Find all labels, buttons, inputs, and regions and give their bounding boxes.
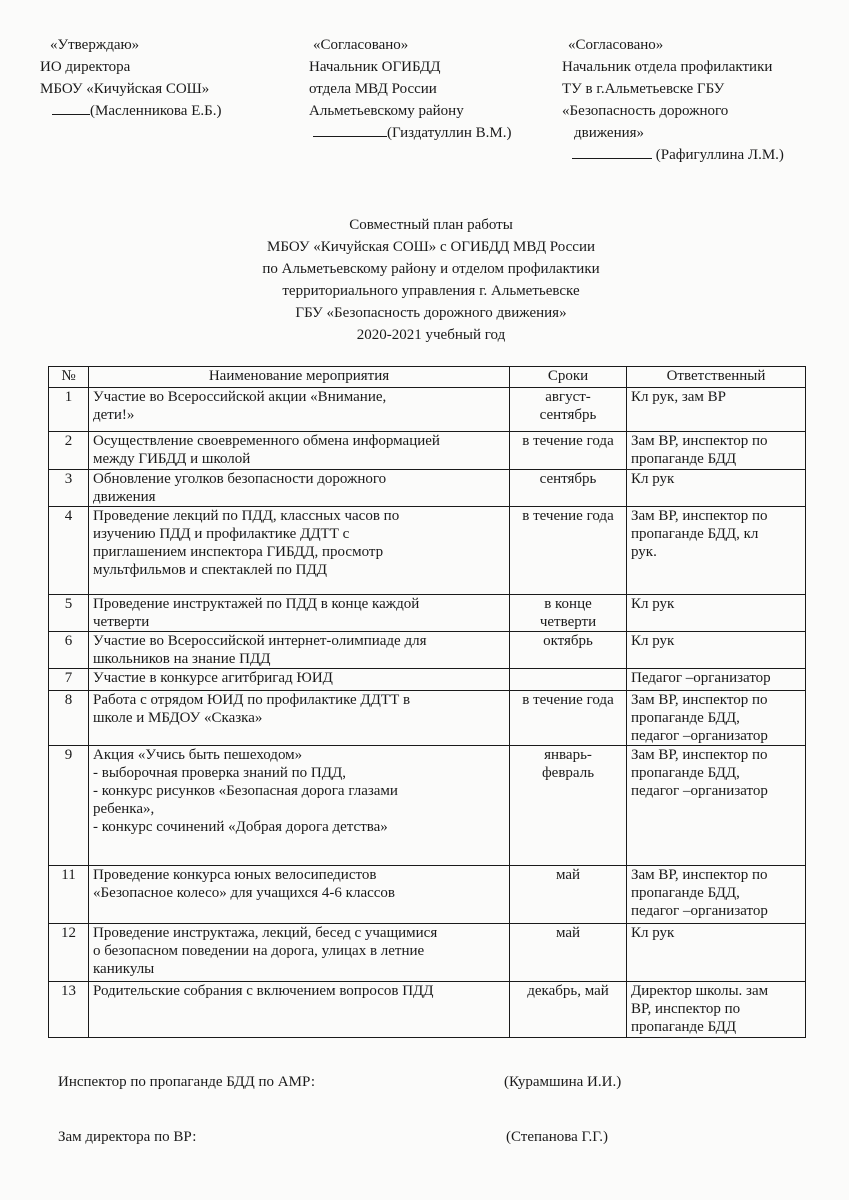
title-line: 2020-2021 учебный год: [356, 327, 506, 343]
activity-cell-line: о безопасном поведении на дорога, улицах в летние: [93, 943, 425, 959]
dates-cell: [510, 632, 627, 669]
responsible-cell-line: педагог –организатор: [631, 903, 768, 919]
table-row: [49, 866, 806, 924]
table-row: [49, 432, 806, 470]
responsible-cell-line: Педагог –организатор: [631, 670, 771, 686]
activity-cell-line: дети!»: [93, 407, 135, 423]
table-row: [49, 507, 806, 595]
dates-cell-line: май: [555, 925, 581, 941]
activity-cell-line: «Безопасное колесо» для учащихся 4-6 классов: [93, 885, 395, 901]
responsible-cell: [627, 669, 806, 691]
title-line: ГБУ «Безопасность дорожного движения»: [295, 305, 567, 321]
activity-cell: [89, 866, 510, 924]
col-header-dates: Сроки: [510, 367, 627, 388]
responsible-cell-line: рук.: [631, 544, 657, 560]
dates-cell-line: четверти: [539, 614, 597, 630]
row-number: 2: [49, 432, 89, 470]
approval-heading: «Согласовано»: [568, 37, 664, 53]
activity-cell: [89, 632, 510, 669]
approval-position: Начальник отдела профилактики: [562, 59, 773, 75]
activity-cell: [89, 470, 510, 507]
table-row: [49, 691, 806, 746]
table-row: [49, 669, 806, 691]
footer-signer: (Степанова Г.Г.): [506, 1129, 608, 1145]
approval-department: ТУ в г.Альметьевске ГБУ: [562, 81, 725, 97]
signature-line: [572, 144, 652, 159]
row-number: 3: [49, 470, 89, 507]
row-number: 11: [49, 866, 89, 924]
activity-cell-line: Работа с отрядом ЮИД по профилактике ДДТТ в: [93, 692, 411, 708]
row-number: 9: [49, 746, 89, 866]
activity-cell-line: Родительские собрания с включением вопросов ПДД: [93, 983, 434, 999]
dates-cell-line: сентябрь: [539, 471, 597, 487]
dates-cell: [510, 669, 627, 691]
table-row: [49, 595, 806, 632]
activity-cell-line: Участие в конкурсе агитбригад ЮИД: [93, 670, 333, 686]
dates-cell: [510, 432, 627, 470]
document-title: [0, 214, 849, 346]
table-row: [49, 746, 806, 866]
responsible-cell-line: Кл рук: [631, 471, 675, 487]
responsible-cell: [627, 746, 806, 866]
responsible-cell: [627, 388, 806, 432]
responsible-cell-line: Зам ВР, инспектор по: [631, 692, 768, 708]
activity-cell-line: школьников на знание ПДД: [93, 651, 271, 667]
dates-cell: [510, 507, 627, 595]
responsible-cell: [627, 691, 806, 746]
responsible-cell: [627, 507, 806, 595]
approval-organization-cont: движения»: [574, 125, 645, 141]
row-number: 7: [49, 669, 89, 691]
responsible-cell-line: Зам ВР, инспектор по: [631, 867, 768, 883]
activity-cell: [89, 924, 510, 982]
activity-cell-line: Проведение лекций по ПДД, классных часов по: [93, 508, 400, 524]
responsible-cell: [627, 632, 806, 669]
signature-line: [313, 122, 387, 137]
row-number: 1: [49, 388, 89, 432]
dates-cell-line: август-: [545, 389, 591, 405]
row-number: 5: [49, 595, 89, 632]
responsible-cell-line: пропаганде БДД,: [631, 885, 740, 901]
row-number: 8: [49, 691, 89, 746]
responsible-cell-line: ВР, инспектор по: [631, 1001, 741, 1017]
approval-heading: «Согласовано»: [313, 37, 409, 53]
responsible-cell-line: Директор школы. зам: [631, 983, 769, 999]
row-number: 4: [49, 507, 89, 595]
dates-cell-line: в течение года: [522, 508, 614, 524]
activity-cell-line: Проведение конкурса юных велосипедистов: [93, 867, 377, 883]
responsible-cell: [627, 470, 806, 507]
responsible-cell-line: пропаганде БДД: [631, 1019, 737, 1035]
activity-cell: [89, 507, 510, 595]
dates-cell: [510, 924, 627, 982]
title-line: территориального управления г. Альметьевске: [282, 283, 580, 299]
col-header-number: №: [49, 367, 89, 388]
approval-signer: (Масленникова Е.Б.): [90, 103, 222, 119]
responsible-cell-line: пропаганде БДД,: [631, 765, 740, 781]
activity-cell-line: школе и МБДОУ «Сказка»: [93, 710, 263, 726]
activity-cell-line: - конкурс сочинений «Добрая дорога детства»: [93, 819, 388, 835]
table-header-row: [49, 367, 806, 388]
activity-cell-line: Участие во Всероссийской акции «Внимание,: [93, 389, 387, 405]
activity-cell-line: ребенка»,: [93, 801, 155, 817]
row-number: 6: [49, 632, 89, 669]
row-number: 13: [49, 982, 89, 1038]
row-number: 12: [49, 924, 89, 982]
responsible-cell-line: Зам ВР, инспектор по: [631, 508, 768, 524]
approval-block-gibdd: [309, 34, 559, 144]
activity-cell-line: - выборочная проверка знаний по ПДД,: [93, 765, 346, 781]
dates-cell: [510, 982, 627, 1038]
approval-position: ИО директора: [40, 59, 131, 75]
activity-cell-line: мультфильмов и спектаклей по ПДД: [93, 562, 327, 578]
responsible-cell-line: педагог –организатор: [631, 728, 768, 744]
activity-cell-line: Осуществление своевременного обмена информацией: [93, 433, 440, 449]
activity-cell-line: Акция «Учись быть пешеходом»: [93, 747, 303, 763]
responsible-cell: [627, 866, 806, 924]
title-line: МБОУ «Кичуйская СОШ» с ОГИБДД МВД России: [266, 239, 596, 255]
dates-cell: [510, 595, 627, 632]
approval-department: отдела МВД России: [309, 81, 437, 97]
responsible-cell-line: Зам ВР, инспектор по: [631, 433, 768, 449]
approval-organization: МБОУ «Кичуйская СОШ»: [40, 81, 210, 97]
responsible-cell-line: педагог –организатор: [631, 783, 768, 799]
activity-cell: [89, 746, 510, 866]
responsible-cell-line: Кл рук: [631, 633, 675, 649]
activity-cell-line: - конкурс рисунков «Безопасная дорога глазами: [93, 783, 398, 799]
title-line: по Альметьевскому району и отделом профилактики: [262, 261, 600, 277]
responsible-cell-line: Зам ВР, инспектор по: [631, 747, 768, 763]
plan-table: [48, 366, 806, 1038]
dates-cell-line: декабрь, май: [527, 983, 609, 999]
activity-cell: [89, 432, 510, 470]
dates-cell: [510, 691, 627, 746]
responsible-cell: [627, 432, 806, 470]
approval-signer: (Гиздатуллин В.М.): [387, 125, 512, 141]
activity-cell-line: Участие во Всероссийской интернет-олимпиаде для: [93, 633, 427, 649]
activity-cell: [89, 388, 510, 432]
title-line: Совместный план работы: [349, 217, 513, 233]
dates-cell: [510, 746, 627, 866]
approval-position: Начальник ОГИБДД: [309, 59, 441, 75]
dates-cell: [510, 470, 627, 507]
table-row: [49, 632, 806, 669]
activity-cell: [89, 595, 510, 632]
approval-signer: (Рафигуллина Л.М.): [655, 147, 784, 163]
signature-line: [52, 100, 90, 115]
dates-cell: [510, 388, 627, 432]
responsible-cell-line: пропаганде БДД, кл: [631, 526, 759, 542]
table-row: [49, 982, 806, 1038]
approval-heading: «Утверждаю»: [50, 37, 140, 53]
dates-cell-line: февраль: [541, 765, 595, 781]
responsible-cell-line: пропаганде БДД,: [631, 710, 740, 726]
activity-cell-line: четверти: [93, 614, 150, 630]
responsible-cell-line: пропаганде БДД: [631, 451, 737, 467]
approval-block-prevention: [562, 34, 842, 166]
activity-cell-line: движения: [93, 489, 156, 505]
dates-cell: [510, 866, 627, 924]
footer-role: Инспектор по пропаганде БДД по АМР:: [58, 1074, 316, 1090]
activity-cell-line: Обновление уголков безопасности дорожного: [93, 471, 387, 487]
activity-cell: [89, 691, 510, 746]
responsible-cell-line: Кл рук: [631, 596, 675, 612]
table-row: [49, 388, 806, 432]
responsible-cell-line: Кл рук: [631, 925, 675, 941]
approval-block-director: [40, 34, 300, 122]
activity-cell-line: приглашением инспектора ГИБДД, просмотр: [93, 544, 384, 560]
responsible-cell: [627, 982, 806, 1038]
footer-signer: (Курамшина И.И.): [504, 1074, 622, 1090]
approval-district: Альметьевскому району: [309, 103, 464, 119]
approval-signature: [309, 122, 559, 144]
activity-cell: [89, 982, 510, 1038]
table-row: [49, 470, 806, 507]
approval-organization: «Безопасность дорожного: [562, 103, 729, 119]
dates-cell-line: сентябрь: [539, 407, 597, 423]
table-row: [49, 924, 806, 982]
approval-signature: [40, 100, 300, 122]
activity-cell-line: Проведение инструктажей по ПДД в конце каждой: [93, 596, 420, 612]
activity-cell-line: Проведение инструктажа, лекций, бесед с учащимися: [93, 925, 438, 941]
plan-table-body: [49, 388, 806, 1038]
activity-cell: [89, 669, 510, 691]
dates-cell-line: май: [555, 867, 581, 883]
dates-cell-line: октябрь: [543, 633, 593, 649]
activity-cell-line: изучению ПДД и профилактике ДДТТ с: [93, 526, 350, 542]
dates-cell-line: январь-: [544, 747, 592, 763]
col-header-activity: Наименование мероприятия: [89, 367, 510, 388]
dates-cell-line: в течение года: [522, 692, 614, 708]
dates-cell-line: в конце: [544, 596, 592, 612]
activity-cell-line: каникулы: [93, 961, 155, 977]
responsible-cell-line: Кл рук, зам ВР: [631, 389, 727, 405]
footer-role: Зам директора по ВР:: [58, 1129, 197, 1145]
responsible-cell: [627, 595, 806, 632]
activity-cell-line: между ГИБДД и школой: [93, 451, 251, 467]
dates-cell-line: в течение года: [522, 433, 614, 449]
responsible-cell: [627, 924, 806, 982]
col-header-responsible: Ответственный: [627, 367, 806, 388]
approval-signature: [562, 144, 842, 166]
